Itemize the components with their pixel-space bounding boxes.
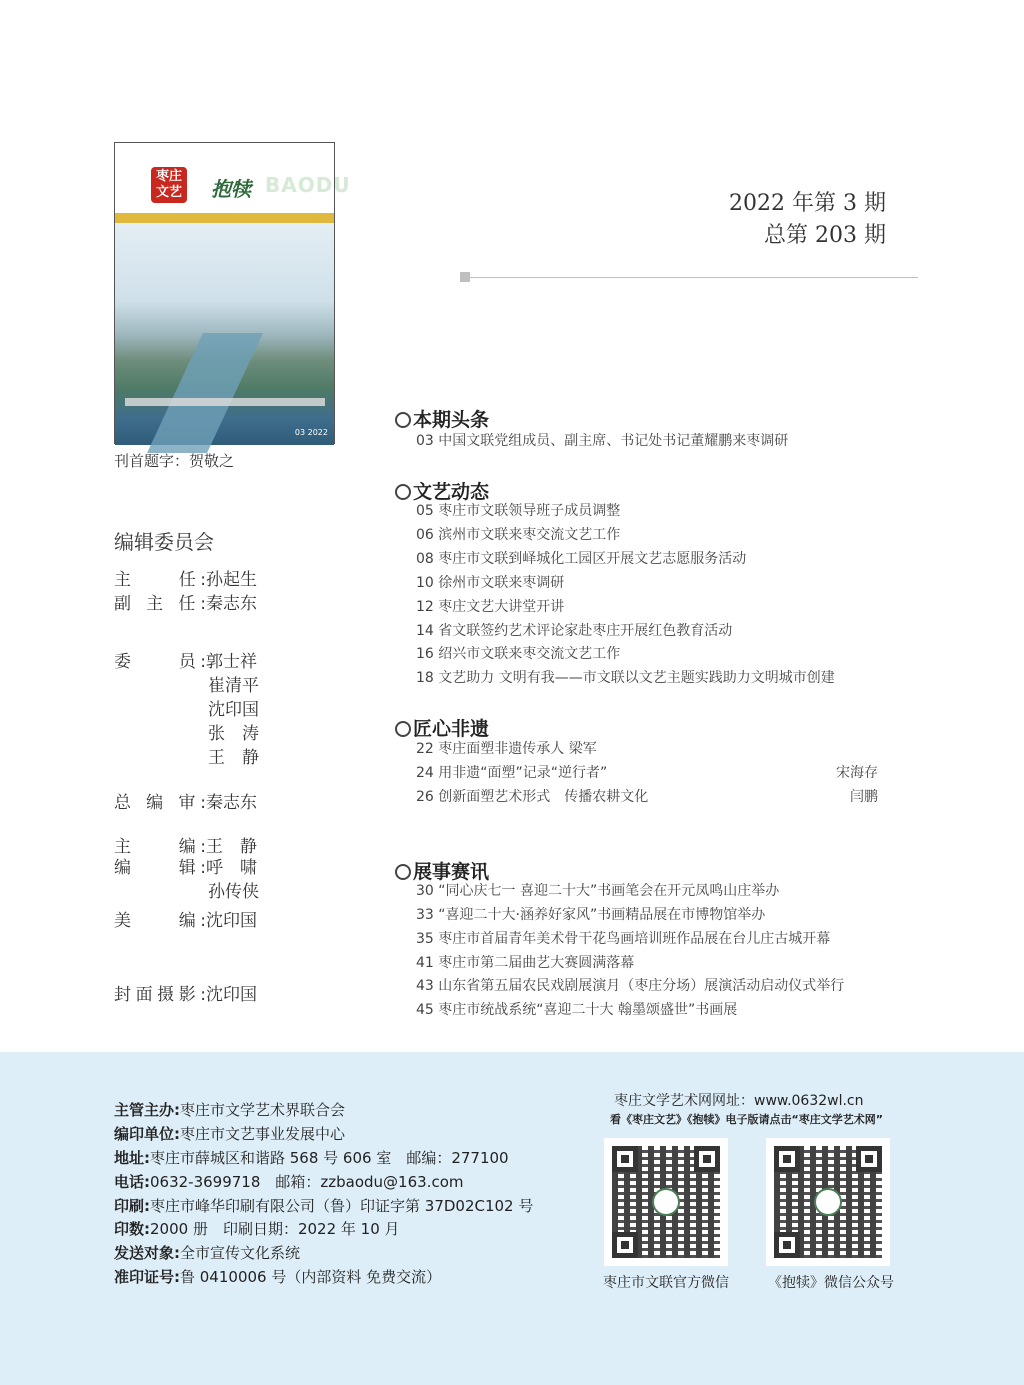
qr-finder — [774, 1232, 800, 1258]
board-director — [114, 565, 257, 590]
toc-item[interactable]: 45 枣庄市统战系统“喜迎二十大 翰墨颂盛世”书画展 — [416, 1002, 738, 1018]
toc-author: 闫鹏 — [850, 789, 878, 805]
role-label: 总 编 审: — [114, 793, 206, 813]
person-name: 孙传侠 — [208, 882, 259, 902]
qr-finder — [612, 1232, 638, 1258]
toc-item[interactable]: 12 枣庄文艺大讲堂开讲 — [416, 599, 565, 615]
board-cover-photo — [114, 980, 257, 1005]
board-chief-review — [114, 788, 257, 813]
cover-caption: 刊首题字：贺敬之 — [114, 452, 235, 470]
qr-label-wechat: 枣庄市文联官方微信 — [603, 1275, 729, 1291]
role-label: 编 辑: — [114, 858, 206, 878]
role-label: 副 主 任: — [114, 594, 206, 614]
info-permit: 准印证号:鲁 0410006 号（内部资料 免费交流） — [114, 1268, 442, 1286]
person-name: 沈印国 — [208, 700, 259, 720]
cover-image — [114, 142, 351, 444]
toc-item[interactable]: 22 枣庄面塑非遗传承人 梁军 — [416, 741, 597, 757]
toc-item[interactable]: 06 滨州市文联来枣交流文艺工作 — [416, 527, 621, 543]
cover-issue-mark: 03 2022 — [294, 428, 328, 437]
circle-icon — [395, 484, 411, 500]
board-art-editor — [114, 906, 257, 931]
info-distribution: 发送对象:全市宣传文化系统 — [114, 1244, 301, 1262]
toc-item[interactable]: 10 徐州市文联来枣调研 — [416, 575, 565, 591]
qr-label-baodu: 《抱犊》微信公众号 — [768, 1275, 894, 1291]
person-name: 沈印国 — [206, 911, 257, 931]
toc-item[interactable]: 33 “喜迎二十大·涵养好家风”书画精品展在市博物馆举办 — [416, 907, 766, 923]
issue-info — [729, 188, 886, 252]
info-editor-unit: 编印单位:枣庄市文艺事业发展中心 — [114, 1125, 346, 1143]
person-name: 崔清平 — [208, 676, 259, 696]
website-link[interactable]: 枣庄文学艺术网网址：www.0632wl.cn — [614, 1093, 864, 1109]
person-name: 王 静 — [206, 837, 257, 857]
info-printer: 印刷:枣庄市峰华印刷有限公司（鲁）印证字第 37D02C102 号 — [114, 1197, 534, 1215]
issue-line1: 2022 年第 3 期 — [729, 191, 886, 216]
toc-item[interactable]: 05 枣庄市文联领导班子成员调整 — [416, 503, 621, 519]
person-name: 秦志东 — [206, 594, 257, 614]
person-name: 呼 啸 — [206, 858, 257, 878]
cover-seal: 枣庄文艺 — [151, 167, 187, 203]
toc-item[interactable]: 41 枣庄市第二届曲艺大赛圆满落幕 — [416, 955, 635, 971]
role-label: 美 编: — [114, 911, 206, 931]
person-name: 秦志东 — [206, 793, 257, 813]
board-title: 编辑委员会 — [114, 530, 214, 554]
board-members — [114, 650, 259, 770]
info-contact: 电话:0632-3699718 邮箱：zzbaodu@163.com — [114, 1173, 464, 1191]
qr-finder — [856, 1146, 882, 1172]
qr-logo-icon — [652, 1188, 680, 1216]
qr-pattern — [612, 1146, 720, 1258]
qr-code-baodu[interactable] — [766, 1138, 890, 1266]
circle-icon — [395, 864, 411, 880]
person-name: 郭士祥 — [206, 652, 257, 672]
toc-item[interactable]: 30 “同心庆七一 喜迎二十大”书画笔会在开元凤鸣山庄举办 — [416, 883, 780, 899]
role-label: 封面摄影: — [114, 985, 206, 1005]
info-print-run: 印数:2000 册 印刷日期：2022 年 10 月 — [114, 1220, 400, 1238]
qr-pattern — [774, 1146, 882, 1258]
person-name: 张 涛 — [208, 724, 259, 744]
qr-code-wechat[interactable] — [604, 1138, 728, 1266]
toc-section-news: 文艺动态 — [395, 477, 489, 504]
board-chief-editor — [114, 832, 257, 857]
info-publisher: 主管主办:枣庄市文学艺术界联合会 — [114, 1101, 346, 1119]
toc-item[interactable]: 35 枣庄市首届青年美术骨干花鸟画培训班作品展在台儿庄古城开幕 — [416, 931, 831, 947]
qr-finder — [694, 1146, 720, 1172]
person-name: 孙起生 — [206, 570, 257, 590]
role-label: 委 员: — [114, 652, 206, 672]
board-deputy — [114, 589, 257, 614]
qr-finder — [774, 1146, 800, 1172]
cover-strip — [115, 213, 334, 223]
toc-item[interactable]: 24 用非遗“面塑”记录“逆行者” 宋海存 — [416, 762, 878, 782]
cover-title: 抱犊 — [211, 177, 251, 201]
toc-section-headline: 本期头条 — [395, 405, 489, 432]
role-label: 主 编: — [114, 837, 206, 857]
qr-finder — [612, 1146, 638, 1172]
board-editors — [114, 856, 259, 904]
cover-title-en: BAODU — [265, 173, 351, 197]
info-address: 地址:枣庄市薛城区和谐路 568 号 606 室 邮编：277100 — [114, 1149, 509, 1167]
toc-item[interactable]: 03 中国文联党组成员、副主席、书记处书记董耀鹏来枣调研 — [416, 433, 789, 449]
person-name: 王 静 — [208, 748, 259, 768]
toc-item[interactable]: 14 省文联签约艺术评论家赴枣庄开展红色教育活动 — [416, 623, 733, 639]
qr-logo-icon — [814, 1188, 842, 1216]
toc-item[interactable]: 18 文艺助力 文明有我——市文联以文艺主题实践助力文明城市创建 — [416, 670, 835, 686]
toc-item[interactable]: 08 枣庄市文联到峄城化工园区开展文艺志愿服务活动 — [416, 551, 747, 567]
issue-line2: 总第 203 期 — [764, 223, 886, 248]
divider — [460, 277, 918, 278]
toc-author: 宋海存 — [836, 765, 878, 781]
role-label: 主 任: — [114, 570, 206, 590]
toc-item[interactable]: 43 山东省第五届农民戏剧展演月（枣庄分场）展演活动启动仪式举行 — [416, 978, 845, 994]
toc-item[interactable]: 26 创新面塑艺术形式 传播农耕文化 闫鹏 — [416, 786, 878, 806]
cover-bridge — [125, 398, 325, 406]
toc-section-exhibitions: 展事赛讯 — [395, 857, 489, 884]
website-note: 看《枣庄文艺》《抱犊》电子版请点击“枣庄文学艺术网” — [610, 1113, 883, 1126]
toc-section-heritage: 匠心非遗 — [395, 714, 489, 741]
person-name: 沈印国 — [206, 985, 257, 1005]
toc-item[interactable]: 16 绍兴市文联来枣交流文艺工作 — [416, 646, 621, 662]
circle-icon — [395, 721, 411, 737]
circle-icon — [395, 412, 411, 428]
